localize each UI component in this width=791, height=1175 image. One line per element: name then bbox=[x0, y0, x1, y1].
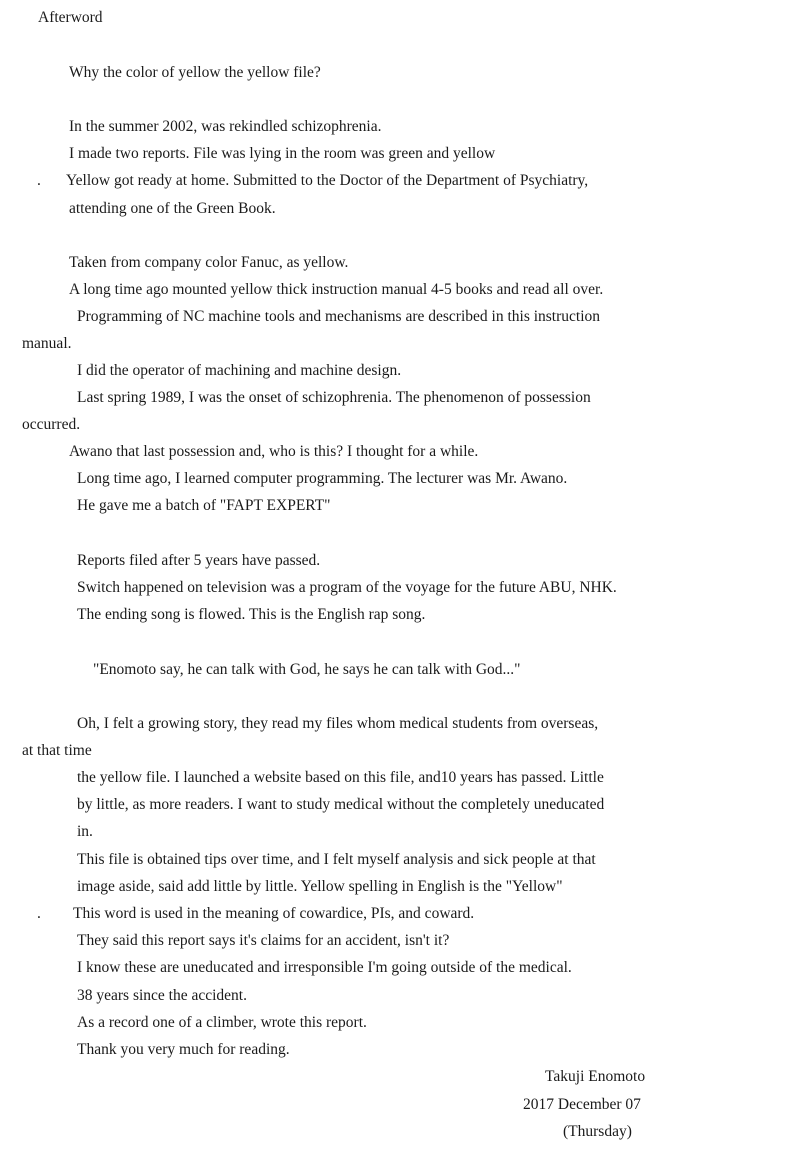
text-line: the yellow file. I launched a website based on this file, and10 years has passed. Little bbox=[77, 769, 604, 786]
text-line: at that time bbox=[22, 742, 92, 759]
afterword-heading: Afterword bbox=[38, 9, 103, 26]
text-line: The ending song is flowed. This is the English rap song. bbox=[77, 606, 426, 623]
text-line: 38 years since the accident. bbox=[77, 987, 247, 1004]
text-line: A long time ago mounted yellow thick instruction manual 4-5 books and read all over. bbox=[69, 281, 604, 298]
text-line: Switch happened on television was a program of the voyage for the future ABU, NHK. bbox=[77, 579, 617, 596]
text-line: In the summer 2002, was rekindled schizophrenia. bbox=[69, 118, 382, 135]
text-line: by little, as more readers. I want to study medical without the completely uneducated bbox=[77, 796, 605, 813]
text-line: Programming of NC machine tools and mechanisms are described in this instruction bbox=[77, 308, 601, 325]
signature-weekday: (Thursday) bbox=[563, 1123, 632, 1140]
text-line: This word is used in the meaning of cowardice, PIs, and coward. bbox=[73, 905, 475, 922]
text-line: Taken from company color Fanuc, as yellow. bbox=[69, 254, 349, 271]
text-line: in. bbox=[77, 823, 93, 840]
text-line: I made two reports. File was lying in the room was green and yellow bbox=[69, 145, 496, 162]
text-line: occurred. bbox=[22, 416, 81, 433]
text-line: I did the operator of machining and machine design. bbox=[77, 362, 402, 379]
signature-name: Takuji Enomoto bbox=[545, 1068, 646, 1085]
text-line: Last spring 1989, I was the onset of schizophrenia. The phenomenon of possession bbox=[77, 389, 591, 406]
text-line: This file is obtained tips over time, and I felt myself analysis and sick people at that bbox=[77, 851, 596, 868]
text-line: Oh, I felt a growing story, they read my files whom medical students from overseas, bbox=[77, 715, 599, 732]
text-line: I know these are uneducated and irresponsible I'm going outside of the medical. bbox=[77, 959, 572, 976]
text-line: Why the color of yellow the yellow file? bbox=[69, 64, 321, 81]
text-line: They said this report says it's claims for an accident, isn't it? bbox=[77, 932, 450, 949]
text-line: image aside, said add little by little. Yellow spelling in English is the "Yellow" bbox=[77, 878, 563, 895]
text-line: Long time ago, I learned computer programming. The lecturer was Mr. Awano. bbox=[77, 470, 568, 487]
text-line: attending one of the Green Book. bbox=[69, 200, 276, 217]
text-line: Reports filed after 5 years have passed. bbox=[77, 552, 321, 569]
signature-date: 2017 December 07 bbox=[523, 1096, 641, 1113]
text-line: manual. bbox=[22, 335, 72, 352]
text-line: As a record one of a climber, wrote this report. bbox=[77, 1014, 367, 1031]
text-line: He gave me a batch of "FAPT EXPERT" bbox=[77, 497, 331, 514]
bullet-dot: . bbox=[37, 172, 41, 189]
quoted-lyric: "Enomoto say, he can talk with God, he says he can talk with God..." bbox=[93, 661, 521, 678]
text-line: Thank you very much for reading. bbox=[77, 1041, 290, 1058]
text-line: Awano that last possession and, who is this? I thought for a while. bbox=[69, 443, 479, 460]
text-line: Yellow got ready at home. Submitted to the Doctor of the Department of Psychiatry, bbox=[66, 172, 589, 189]
bullet-dot: . bbox=[37, 905, 41, 922]
